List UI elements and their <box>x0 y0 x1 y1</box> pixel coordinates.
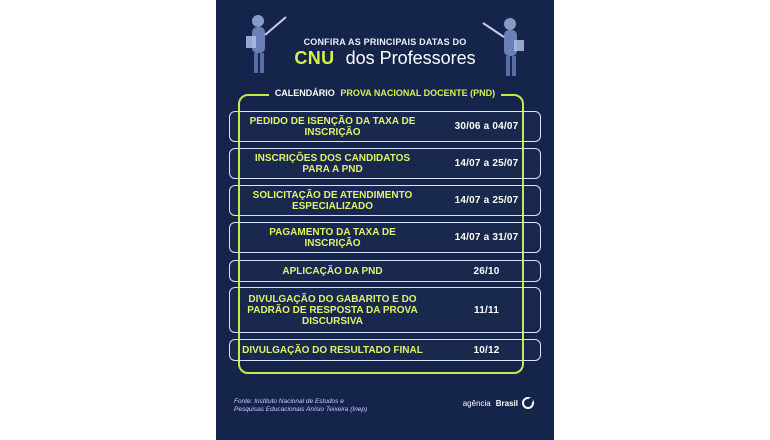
event-name: SOLICITAÇÃO DE ATENDIMENTO ESPECIALIZADO <box>252 189 413 212</box>
event-name: DIVULGAÇÃO DO GABARITO E DO PADRÃO DE RESPOSTA DA PROVA DISCURSIVA <box>247 293 418 327</box>
agency-prefix: agência <box>462 398 491 408</box>
event-date: 10/12 <box>473 344 500 356</box>
agency-brand: Brasil <box>495 398 518 408</box>
calendar-row <box>229 148 541 179</box>
source-line-2: Pesquisas Educacionais Anísio Teixeira (Inep) <box>234 406 368 413</box>
calendar-row <box>229 111 541 142</box>
event-date: 30/06 a 04/07 <box>454 121 519 132</box>
event-name: DIVULGAÇÃO DO RESULTADO FINAL <box>242 344 423 356</box>
headline-rest: dos Professores <box>345 48 476 68</box>
event-date: 14/07 a 31/07 <box>454 232 519 243</box>
calendar-row <box>229 222 541 253</box>
source-line-1: Fonte: Instituto Nacional de Estudos e <box>234 398 344 405</box>
event-date: 26/10 <box>473 265 500 277</box>
event-date: 11/11 <box>474 304 499 316</box>
headline-main <box>216 48 554 68</box>
headline-cnu: CNU <box>294 48 335 68</box>
poster <box>216 0 554 440</box>
calendar-title-pill <box>269 88 501 98</box>
calendar-row <box>229 260 541 282</box>
event-name: PEDIDO DE ISENÇÃO DA TAXA DE INSCRIÇÃO <box>249 115 416 138</box>
source-note <box>234 398 367 414</box>
event-date: 14/07 a 25/07 <box>454 195 519 206</box>
event-name: INSCRIÇÕES DOS CANDIDATOS PARA A PND <box>254 152 411 175</box>
calendar-label: CALENDÁRIO <box>274 88 335 98</box>
event-date: 14/07 a 25/07 <box>454 158 519 169</box>
calendar-title <box>216 88 554 98</box>
event-name: APLICAÇÃO DA PND <box>282 265 383 277</box>
calendar-row <box>229 339 541 361</box>
headline-top: CONFIRA AS PRINCIPAIS DATAS DO <box>303 37 467 47</box>
agency-brasil-logo-icon <box>522 397 534 409</box>
calendar-row <box>229 287 541 333</box>
calendar-row <box>229 185 541 216</box>
calendar-accent: PROVA NACIONAL DOCENTE (PND) <box>340 88 496 98</box>
agency-logo <box>463 397 534 409</box>
event-name: PAGAMENTO DA TAXA DE INSCRIÇÃO <box>269 226 396 249</box>
